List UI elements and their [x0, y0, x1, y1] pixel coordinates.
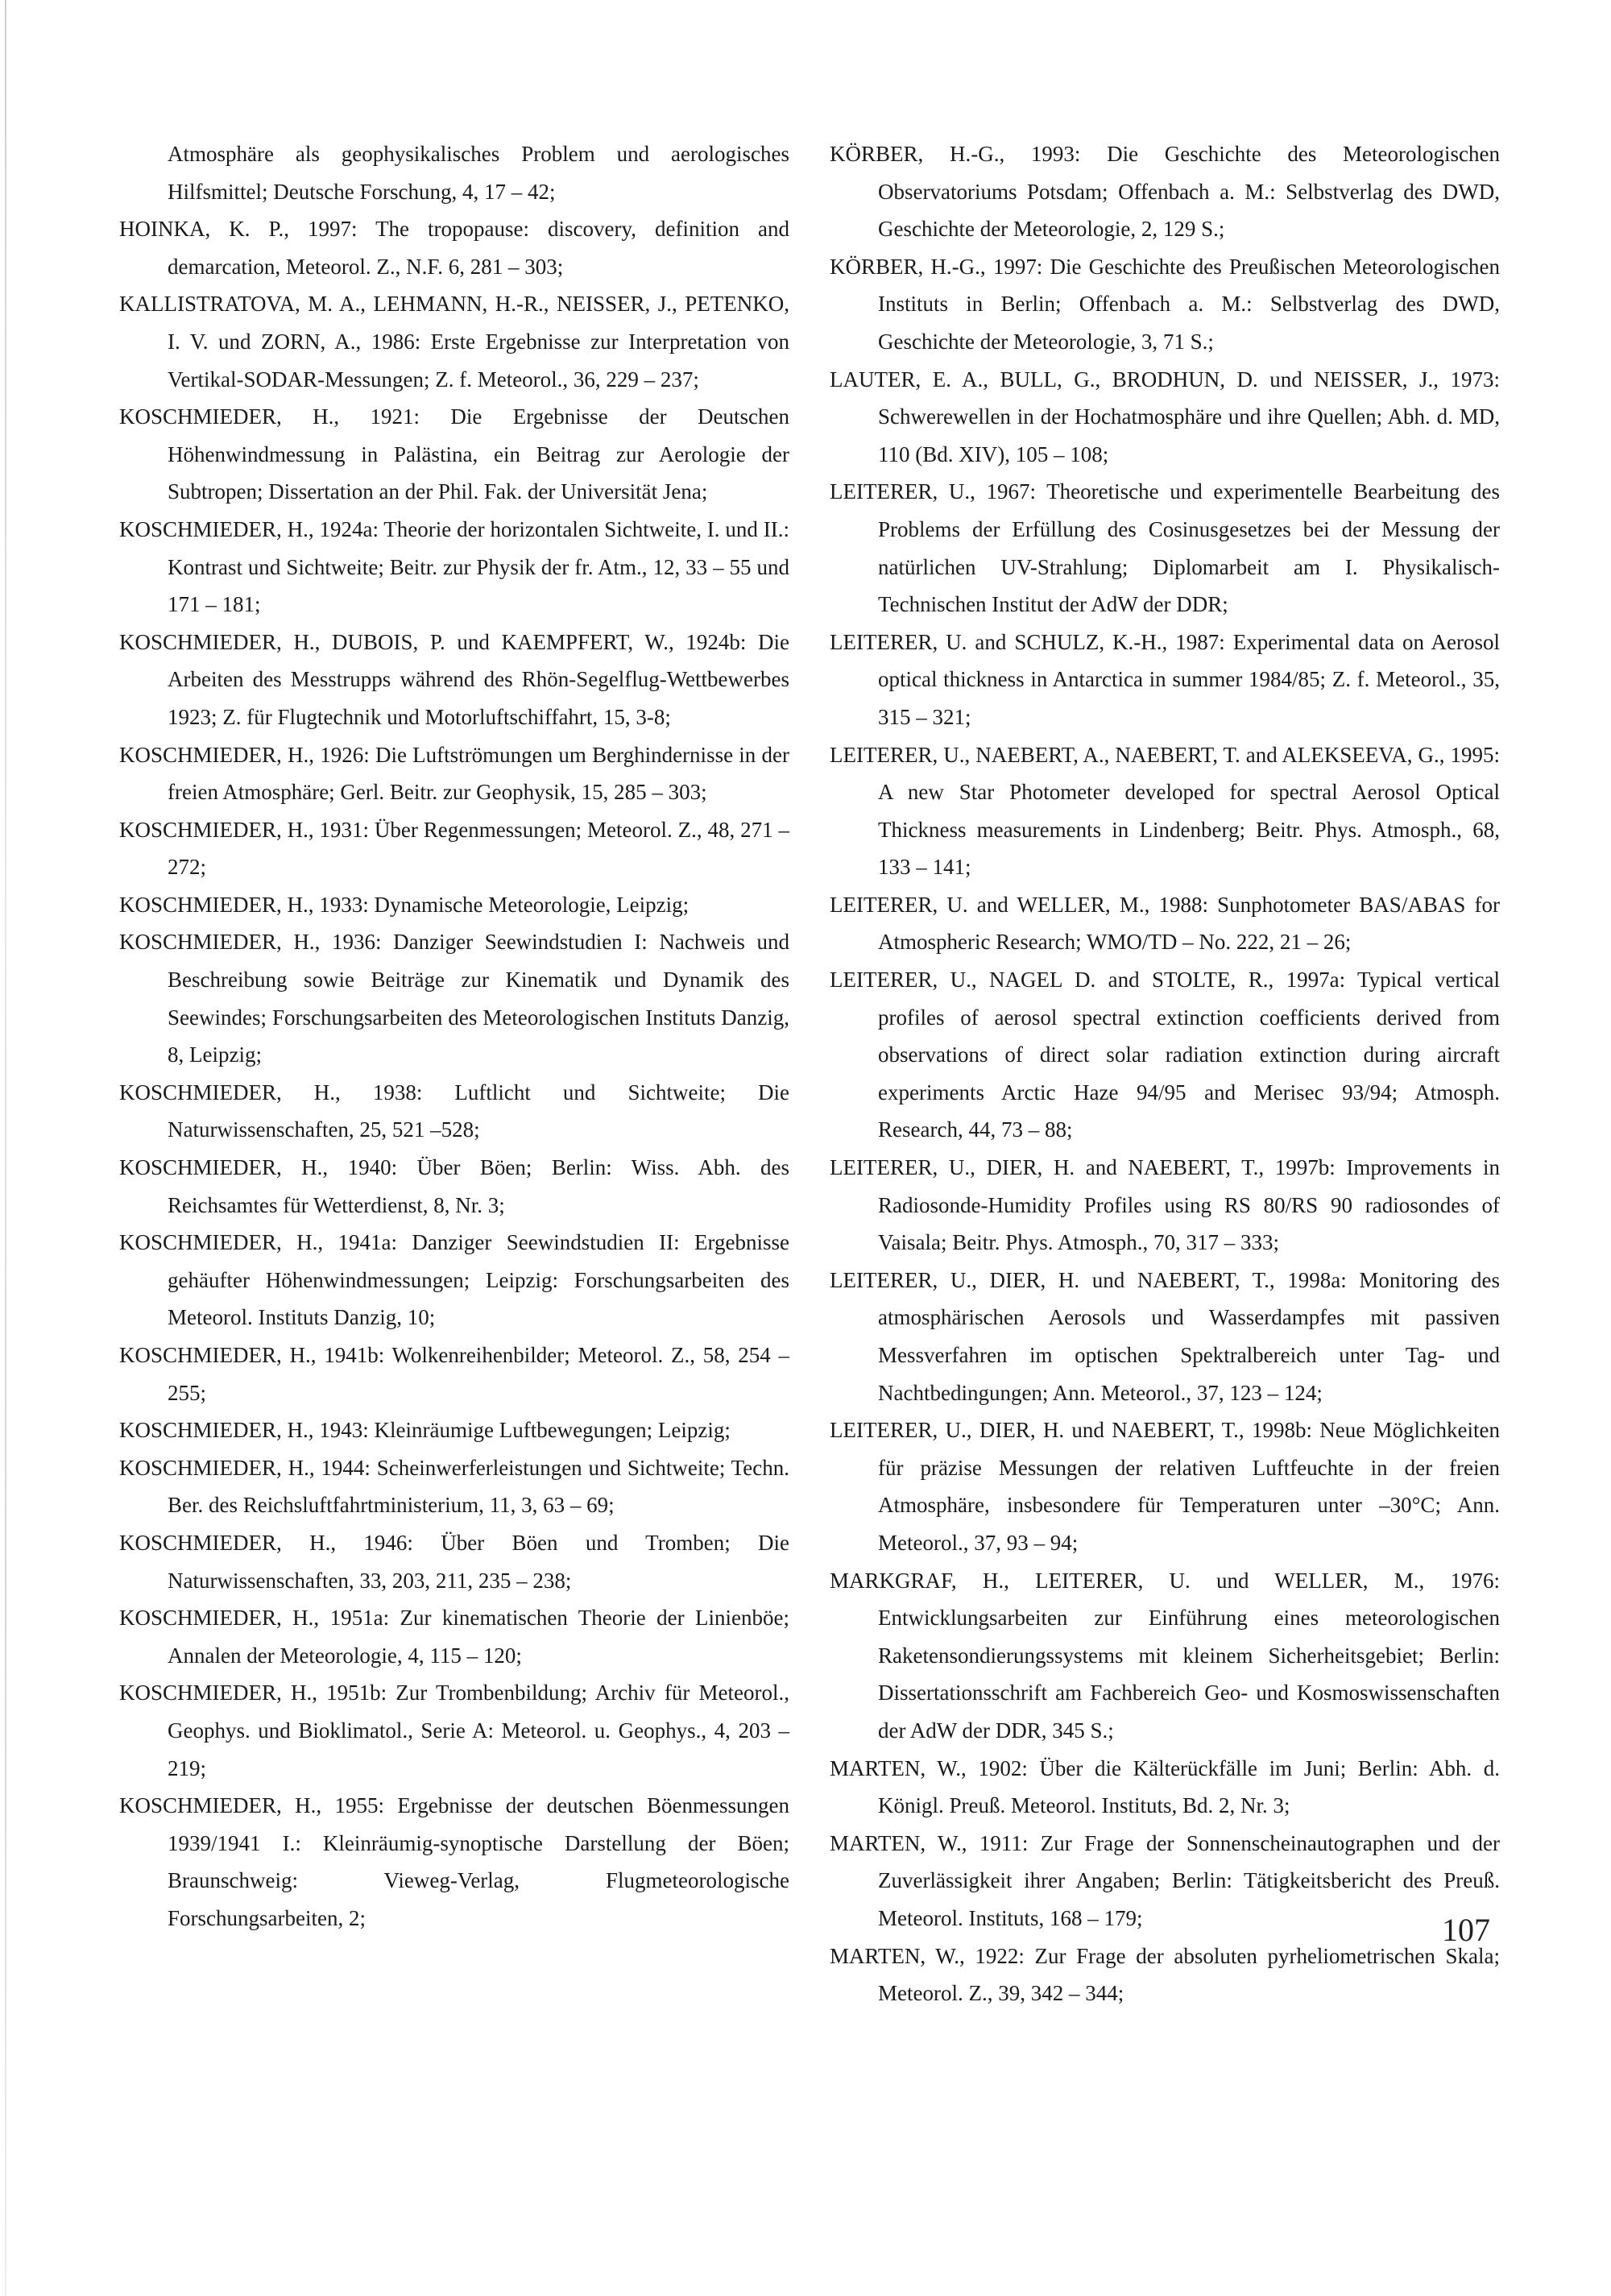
reference-entry: KOSCHMIEDER, H., 1944: Scheinwerferleistungen und Sichtweite; Techn. Ber. des Reichsluftfahrtministerium, 11, 3, 63 – 69; [119, 1455, 789, 1518]
reference-entry: KOSCHMIEDER, H., 1951b: Zur Trombenbildung; Archiv für Meteorol., Geophys. und Bioklimatol., Serie A: Meteorol. u. Geophys., 4, 203 – 219; [119, 1681, 789, 1780]
right-reference-column [830, 135, 1500, 2012]
scan-edge-line [5, 0, 6, 2296]
reference-entry: LEITERER, U., DIER, H. und NAEBERT, T., 1998b: Neue Möglichkeiten für präzise Messungen der relativen Luftfeuchte in der freien Atmosphäre, insbesondere für Temperaturen unter –30°C; Ann. Meteorol., 37, 93 – 94; [830, 1418, 1500, 1555]
reference-entry: HOINKA, K. P., 1997: The tropopause: discovery, definition and demarcation, Meteorol. Z., N.F. 6, 281 – 303; [119, 217, 789, 279]
reference-entry: KOSCHMIEDER, H., 1931: Über Regenmessungen; Meteorol. Z., 48, 271 – 272; [119, 817, 789, 880]
reference-entry: KOSCHMIEDER, H., 1946: Über Böen und Tromben; Die Naturwissenschaften, 33, 203, 211, 235 – 238; [119, 1530, 789, 1593]
reference-entry: LEITERER, U., NAGEL D. and STOLTE, R., 1997a: Typical vertical profiles of aerosol spectral extinction coefficients derived from observations of direct solar radiation extinction during aircraft experiments Arctic Haze 94/95 and Merisec 93/94; Atmosph. Research, 44, 73 – 88; [830, 968, 1500, 1142]
reference-entry: KOSCHMIEDER, H., 1933: Dynamische Meteorologie, Leipzig; [119, 892, 690, 917]
reference-entry: KALLISTRATOVA, M. A., LEHMANN, H.-R., NEISSER, J., PETENKO, I. V. und ZORN, A., 1986: Erste Ergebnisse zur Interpretation von Vertikal-SODAR-Messungen; Z. f. Meteorol., 36, 229 – 237; [119, 292, 789, 392]
reference-entry: KOSCHMIEDER, H., 1941a: Danziger Seewindstudien II: Ergebnisse gehäufter Höhenwindmessungen; Leipzig: Forschungsarbeiten des Meteorol. Instituts Danzig, 10; [119, 1230, 789, 1330]
reference-entry: LAUTER, E. A., BULL, G., BRODHUN, D. und NEISSER, J., 1973: Schwerewellen in der Hochatmosphäre und ihre Quellen; Abh. d. MD, 110 (Bd. XIV), 105 – 108; [830, 367, 1500, 466]
reference-entry: MARTEN, W., 1902: Über die Kälterückfälle im Juni; Berlin: Abh. d. Königl. Preuß. Meteorol. Instituts, Bd. 2, Nr. 3; [830, 1755, 1500, 1818]
reference-entry: LEITERER, U., DIER, H. and NAEBERT, T., 1997b: Improvements in Radiosonde-Humidity Profiles using RS 80/RS 90 radiosondes of Vaisala; Beitr. Phys. Atmosph., 70, 317 – 333; [830, 1155, 1500, 1255]
reference-entry: KOSCHMIEDER, H., 1940: Über Böen; Berlin: Wiss. Abh. des Reichsamtes für Wetterdienst, 8, Nr. 3; [119, 1155, 789, 1217]
reference-entry: KOSCHMIEDER, H., DUBOIS, P. und KAEMPFERT, W., 1924b: Die Arbeiten des Messtrupps während des Rhön-Segelflug-Wettbewerbes 1923; Z. für Flugtechnik und Motorluftschiffahrt, 15, 3-8; [119, 629, 789, 729]
page-number: 107 [1442, 1912, 1490, 1948]
reference-entry: KOSCHMIEDER, H., 1926: Die Luftströmungen um Berghindernisse in der freien Atmosphäre; Gerl. Beitr. zur Geophysik, 15, 285 – 303; [119, 742, 789, 805]
reference-entry: MARKGRAF, H., LEITERER, U. und WELLER, M., 1976: Entwicklungsarbeiten zur Einführung eines meteorologischen Raketensondierungssystems mit kleinem Sicherheitsgebiet; Berlin: Dissertationsschrift am Fachbereich Geo- und Kosmoswissenschaften der AdW der DDR, 345 S.; [830, 1568, 1500, 1743]
reference-continuation: Atmosphäre als geophysikalisches Problem und aerologisches Hilfsmittel; Deutsche Forschung, 4, 17 – 42; [168, 142, 789, 204]
reference-entry: LEITERER, U., DIER, H. und NAEBERT, T., 1998a: Monitoring des atmosphärischen Aerosols und Wasserdampfes mit passiven Messverfahren im optischen Spektralbereich unter Tag- und Nachtbedingungen; Ann. Meteorol., 37, 123 – 124; [830, 1267, 1500, 1405]
reference-entry: LEITERER, U. and WELLER, M., 1988: Sunphotometer BAS/ABAS for Atmospheric Research; WMO/TD – No. 222, 21 – 26; [830, 892, 1500, 955]
reference-entry: MARTEN, W., 1922: Zur Frage der absoluten pyrheliometrischen Skala; Meteorol. Z., 39, 342 – 344; [830, 1943, 1500, 2006]
reference-entry: KOSCHMIEDER, H., 1936: Danziger Seewindstudien I: Nachweis und Beschreibung sowie Beiträge zur Kinematik und Dynamik des Seewindes; Forschungsarbeiten des Meteorologischen Instituts Danzig, 8, Leipzig; [119, 930, 789, 1067]
reference-entry: KOSCHMIEDER, H., 1938: Luftlicht und Sichtweite; Die Naturwissenschaften, 25, 521 –528; [119, 1080, 789, 1142]
reference-entry: KOSCHMIEDER, H., 1921: Die Ergebnisse der Deutschen Höhenwindmessung in Palästina, ein Beitrag zur Aerologie der Subtropen; Dissertation an der Phil. Fak. der Universität Jena; [119, 404, 789, 504]
reference-entry: LEITERER, U., 1967: Theoretische und experimentelle Bearbeitung des Problems der Erfüllung des Cosinusgesetzes bei der Messung der natürlichen UV-Strahlung; Diplomarbeit am I. Physikalisch-Technischen Institut der AdW der DDR; [830, 479, 1500, 617]
reference-entry: LEITERER, U. and SCHULZ, K.-H., 1987: Experimental data on Aerosol optical thickness in Antarctica in summer 1984/85; Z. f. Meteorol., 35, 315 – 321; [830, 629, 1500, 729]
reference-entry: KOSCHMIEDER, H., 1941b: Wolkenreihenbilder; Meteorol. Z., 58, 254 – 255; [119, 1343, 789, 1405]
reference-entry: KOSCHMIEDER, H., 1924a: Theorie der horizontalen Sichtweite, I. und II.: Kontrast und Sichtweite; Beitr. zur Physik der fr. Atm., 12, 33 – 55 und 171 – 181; [119, 516, 789, 617]
reference-entry: KOSCHMIEDER, H., 1955: Ergebnisse der deutschen Böenmessungen 1939/1941 I.: Kleinräumig-synoptische Darstellung der Böen; Braunschweig: Vieweg-Verlag, Flugmeteorologische Forschungsarbeiten, 2; [119, 1793, 789, 1930]
reference-entry: LEITERER, U., NAEBERT, A., NAEBERT, T. and ALEKSEEVA, G., 1995: A new Star Photometer developed for spectral Aerosol Optical Thickness measurements in Lindenberg; Beitr. Phys. Atmosph., 68, 133 – 141; [830, 742, 1500, 880]
reference-entry: KOSCHMIEDER, H., 1951a: Zur kinematischen Theorie der Linienböe; Annalen der Meteorologie, 4, 115 – 120; [119, 1606, 789, 1668]
reference-entry: KÖRBER, H.-G., 1997: Die Geschichte des Preußischen Meteorologischen Instituts in Berlin; Offenbach a. M.: Selbstverlag des DWD, Geschichte der Meteorologie, 3, 71 S.; [830, 254, 1500, 354]
reference-entry: KÖRBER, H.-G., 1993: Die Geschichte des Meteorologischen Observatoriums Potsdam; Offenbach a. M.: Selbstverlag des DWD, Geschichte der Meteorologie, 2, 129 S.; [830, 142, 1500, 242]
reference-entry: MARTEN, W., 1911: Zur Frage der Sonnenscheinautographen und der Zuverlässigkeit ihrer Angaben; Berlin: Tätigkeitsbericht des Preuß. Meteorol. Instituts, 168 – 179; [830, 1830, 1500, 1930]
reference-entry: KOSCHMIEDER, H., 1943: Kleinräumige Luftbewegungen; Leipzig; [119, 1418, 731, 1443]
left-reference-column [119, 135, 789, 1938]
